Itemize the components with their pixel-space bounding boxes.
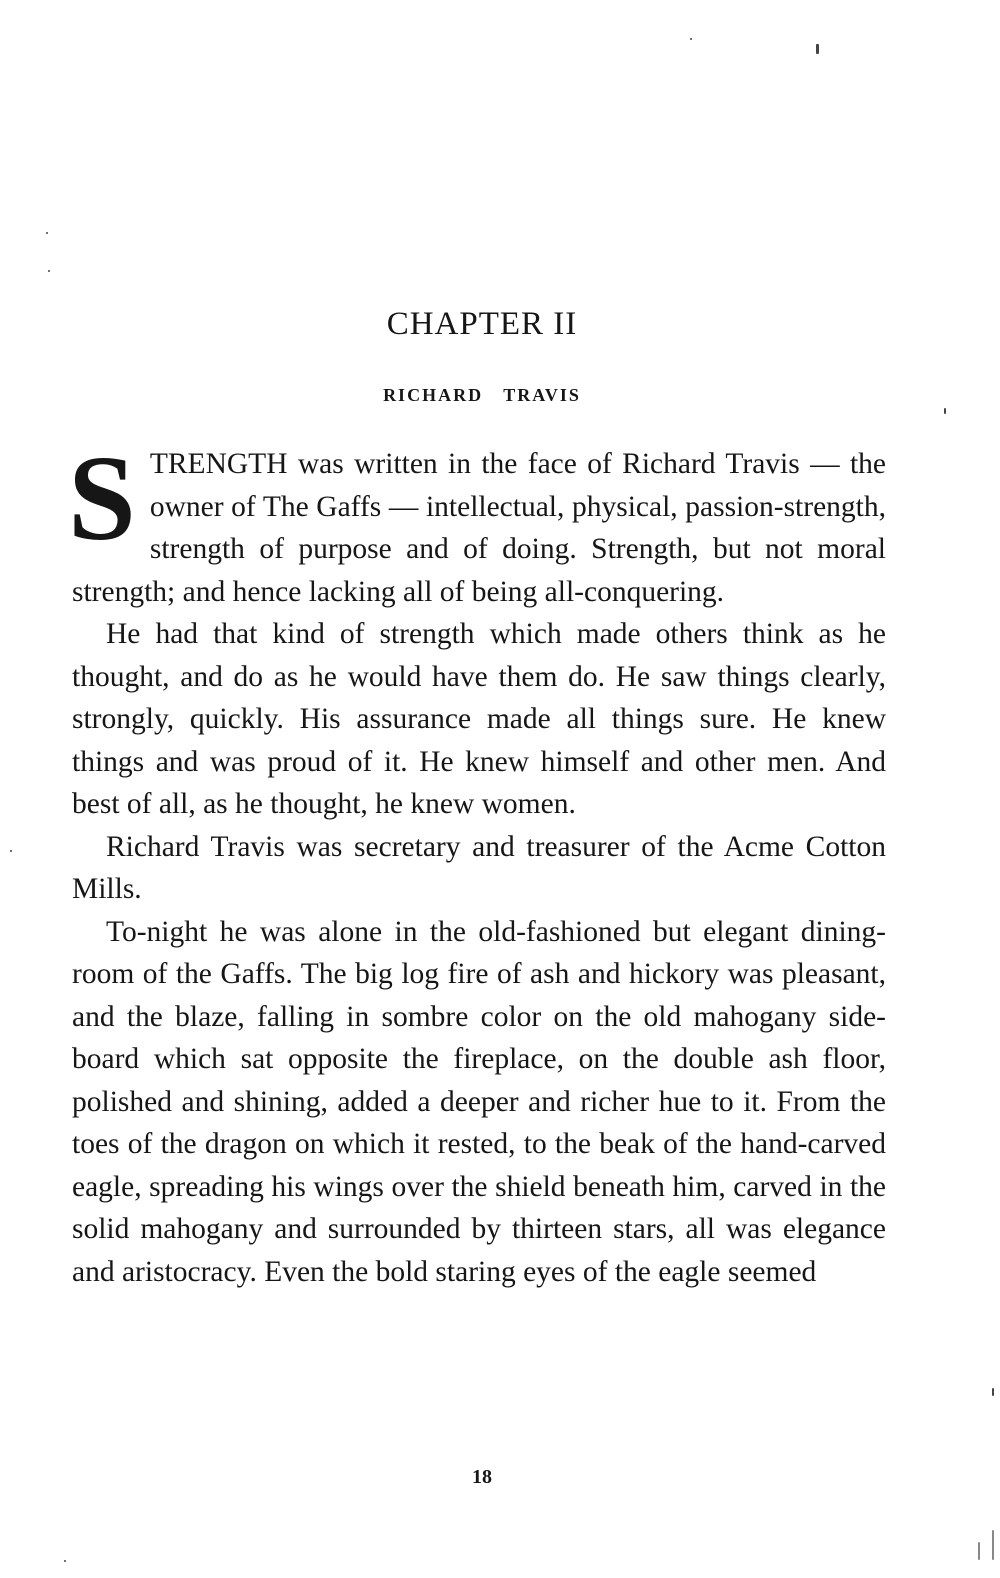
scan-speck xyxy=(46,232,48,234)
drop-cap: S xyxy=(68,431,136,566)
paragraph-3: Richard Travis was secretary and treasurer of the Acme Cotton Mills. xyxy=(72,830,886,905)
paragraph-1-text: TRENGTH was written in the face of Richard Travis — the owner of The Gaffs — intellectual, physical, passion-strength, strength of purpose and of doing. Strength, but not moral strength; and hence lacking all of being all-conquering. xyxy=(72,448,886,608)
scan-speck xyxy=(48,270,50,272)
scan-speck xyxy=(944,408,946,414)
scan-speck xyxy=(992,1530,994,1560)
scan-speck xyxy=(64,1560,66,1562)
scan-speck xyxy=(690,38,692,40)
chapter-body xyxy=(68,431,886,1293)
chapter-title: CHAPTER II xyxy=(386,306,578,342)
paragraph-4: To-night he was alone in the old-fashioned but elegant dining-room of the Gaffs. The big log fire of ash and hickory was pleasant, and the blaze, falling in sombre color on the old mahogany side-board which sat opposite the fireplace, on the double ash floor, polished and shining, added a deeper and richer hue to it. From the toes of the dragon on which it rested, to the beak of the hand-carved eagle, spreading his wings over the shield beneath him, carved in the solid mahogany and surrounded by thirteen stars, all was elegance and aristocracy. Even the bold staring eyes of the eagle seemed xyxy=(72,915,886,1288)
scan-speck xyxy=(816,44,819,54)
scan-speck xyxy=(978,1542,980,1560)
page-number: 18 xyxy=(472,1466,492,1488)
chapter-subtitle: RICHARD TRAVIS xyxy=(383,385,581,405)
paragraph-2: He had that kind of strength which made others think as he thought, and do as he would have them do. He saw things clearly, strongly, quickly. His assurance made all things sure. He knew things and was proud of it. He knew himself and other men. And best of all, as he thought, he knew women. xyxy=(72,618,886,820)
scan-speck xyxy=(992,1388,994,1396)
paragraph-1 xyxy=(68,431,886,613)
scan-speck xyxy=(10,850,12,852)
